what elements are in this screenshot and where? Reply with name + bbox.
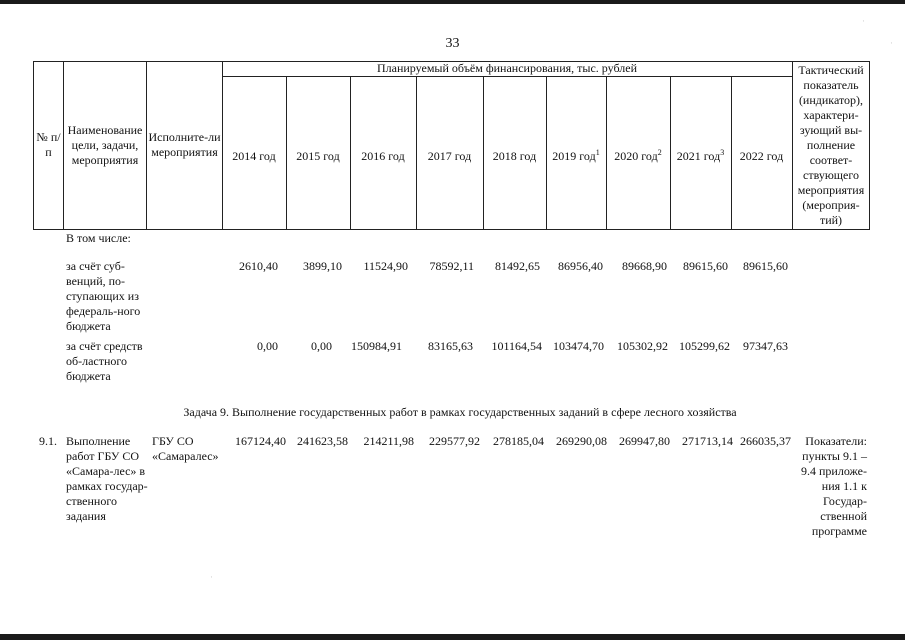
header-financing-title: Планируемый объём финансирования, тыс. рублей xyxy=(376,61,637,75)
value-cell: 229577,92 xyxy=(429,434,480,448)
row-label-regional: за счёт средств об-ластного бюджета xyxy=(66,339,143,383)
value-cell: 2610,40 xyxy=(239,259,278,273)
value-cell: 214211,98 xyxy=(363,434,414,448)
header-year: 2014 год xyxy=(232,149,276,163)
header-year: 2022 год xyxy=(739,149,784,163)
value-cell: 11524,90 xyxy=(363,259,408,273)
value-cell: 241623,58 xyxy=(297,434,348,448)
header-year: 2020 год$^2$ xyxy=(614,148,662,163)
value-cell: 103474,70 xyxy=(553,339,604,353)
row-label-federal: за счёт суб-венций, по-ступающих из федераль-ного бюджета xyxy=(66,259,141,333)
value-cell: 266035,37 xyxy=(740,434,791,448)
value-cell: 97347,63 xyxy=(743,339,788,353)
in-that-number-label: В том числе: xyxy=(66,231,131,245)
value-cell: 167124,40 xyxy=(235,434,286,448)
header-name: Наименование цели, задачи, мероприятия xyxy=(67,122,143,167)
value-cell: 3899,10 xyxy=(303,259,342,273)
value-cell: 89615,60 xyxy=(683,259,728,273)
header-executor: Исполните-ли мероприятия xyxy=(148,130,221,159)
value-cell: 78592,11 xyxy=(429,259,474,273)
header-number: № п/п xyxy=(36,130,61,159)
value-cell: 81492,65 xyxy=(495,259,540,273)
header-indicator: Тактический показатель (индикатор), характери-зующий вы-полнение соответ-ствующего мероприятия (мероприя-тий) xyxy=(797,63,865,227)
scan-speck: · xyxy=(890,38,893,48)
value-cell: 105302,92 xyxy=(617,339,668,353)
header-year: 2017 год xyxy=(427,149,472,163)
item-number: 9.1. xyxy=(39,434,57,448)
header-year: 2018 год xyxy=(492,149,537,163)
scan-speck: · xyxy=(862,16,865,26)
scan-speck: · xyxy=(210,572,213,582)
page-number: 33 xyxy=(445,36,460,51)
value-cell: 89668,90 xyxy=(622,259,667,273)
task-heading: Задача 9. Выполнение государственных работ в рамках государственных заданий в сфере лесного хозяйства xyxy=(183,405,737,419)
value-cell: 278185,04 xyxy=(493,434,544,448)
value-cell: 269290,08 xyxy=(556,434,607,448)
value-cell: 269947,80 xyxy=(619,434,670,448)
item-indicator: Показатели: пункты 9.1 – 9.4 приложе-ния 1.1 к Государ-ственной программе xyxy=(801,434,867,538)
header-year: 2021 год$^3$ xyxy=(676,148,725,163)
header-year: 2019 год$^1$ xyxy=(552,148,600,163)
value-cell: 89615,60 xyxy=(743,259,788,273)
value-cell: 0,00 xyxy=(257,339,278,353)
item-executor: ГБУ СО «Самаралес» xyxy=(152,434,219,463)
value-cell: 0,00 xyxy=(311,339,332,353)
value-cell: 105299,62 xyxy=(679,339,730,353)
value-cell: 150984,91 xyxy=(351,339,402,353)
financing-subheader-line xyxy=(222,76,792,77)
top-border xyxy=(0,0,905,4)
value-cell: 271713,14 xyxy=(682,434,733,448)
value-cell: 86956,40 xyxy=(558,259,603,273)
value-cell: 101164,54 xyxy=(491,339,542,353)
header-year: 2016 год xyxy=(361,149,405,163)
header-bottom-line xyxy=(33,229,870,230)
item-name: Выполнение работ ГБУ СО «Самара-лес» в рамках государ-ственного задания xyxy=(66,434,148,523)
bottom-border xyxy=(0,634,905,640)
header-year: 2015 год xyxy=(296,149,340,163)
value-cell: 83165,63 xyxy=(428,339,473,353)
